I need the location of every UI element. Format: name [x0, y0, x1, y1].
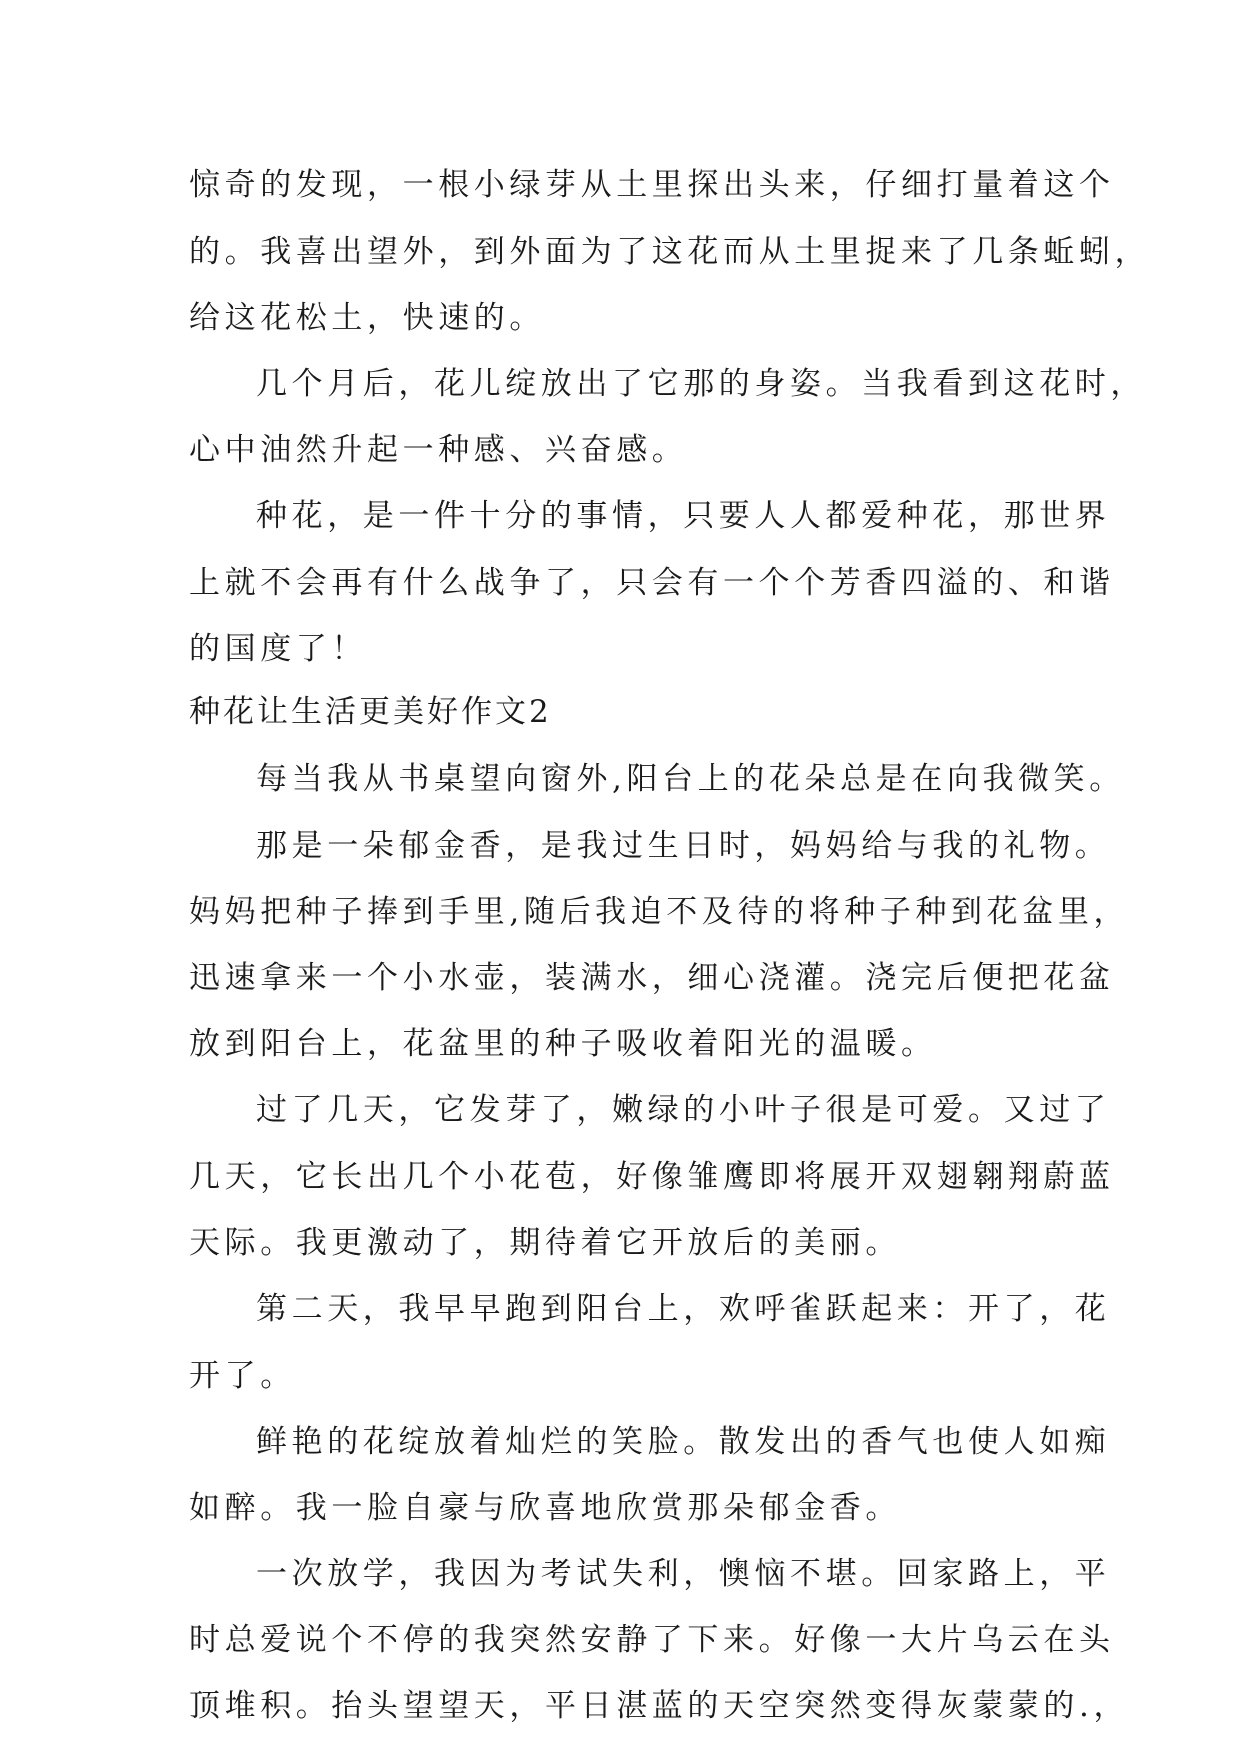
text-line: 几天，它长出几个小花苞，好像雏鹰即将展开双翅翱翔蔚蓝	[189, 1159, 1115, 1195]
text-line: 心中油然升起一种感、兴奋感。	[189, 432, 688, 468]
text-line: 那是一朵郁金香，是我过生日时，妈妈给与我的礼物。	[256, 828, 1111, 864]
text-line: 时总爱说个不停的我突然安静了下来。好像一大片乌云在头	[189, 1622, 1115, 1658]
text-line: 第二天，我早早跑到阳台上，欢呼雀跃起来：开了，花	[256, 1291, 1111, 1327]
text-line: 妈妈把种子捧到手里,随后我迫不及待的将种子种到花盆里，	[189, 894, 1130, 930]
text-line: 如醉。我一脸自豪与欣喜地欣赏那朵郁金香。	[189, 1490, 901, 1526]
text-line: 的国度了！	[189, 631, 367, 667]
text-line: 开了。	[189, 1358, 296, 1394]
text-line: 几个月后，花儿绽放出了它那的身姿。当我看到这花时，	[256, 366, 1146, 402]
text-line: 每当我从书桌望向窗外,阳台上的花朵总是在向我微笑。	[256, 761, 1125, 797]
text-line: 种花，是一件十分的事情，只要人人都爱种花，那世界	[256, 498, 1111, 534]
text-line: 上就不会再有什么战争了，只会有一个个芳香四溢的、和谐	[189, 565, 1115, 601]
section-heading: 种花让生活更美好作文2	[189, 694, 552, 730]
text-line: 迅速拿来一个小水壶，装满水，细心浇灌。浇完后便把花盆	[189, 960, 1115, 996]
text-line: 给这花松土，快速的。	[189, 300, 545, 336]
text-line: 顶堆积。抬头望望天，平日湛蓝的天空突然变得灰蒙蒙的.，	[189, 1688, 1130, 1724]
text-line: 鲜艳的花绽放着灿烂的笑脸。散发出的香气也使人如痴	[256, 1424, 1111, 1460]
text-line: 惊奇的发现，一根小绿芽从土里探出头来，仔细打量着这个	[189, 167, 1115, 203]
text-line: 过了几天，它发芽了，嫩绿的小叶子很是可爱。又过了	[256, 1092, 1111, 1128]
text-line: 放到阳台上，花盆里的种子吸收着阳光的温暖。	[189, 1026, 937, 1062]
text-line: 的。我喜出望外，到外面为了这花而从土里捉来了几条蚯蚓，	[189, 234, 1151, 270]
text-line: 一次放学，我因为考试失利，懊恼不堪。回家路上，平	[256, 1556, 1111, 1592]
text-line: 天际。我更激动了，期待着它开放后的美丽。	[189, 1225, 901, 1261]
